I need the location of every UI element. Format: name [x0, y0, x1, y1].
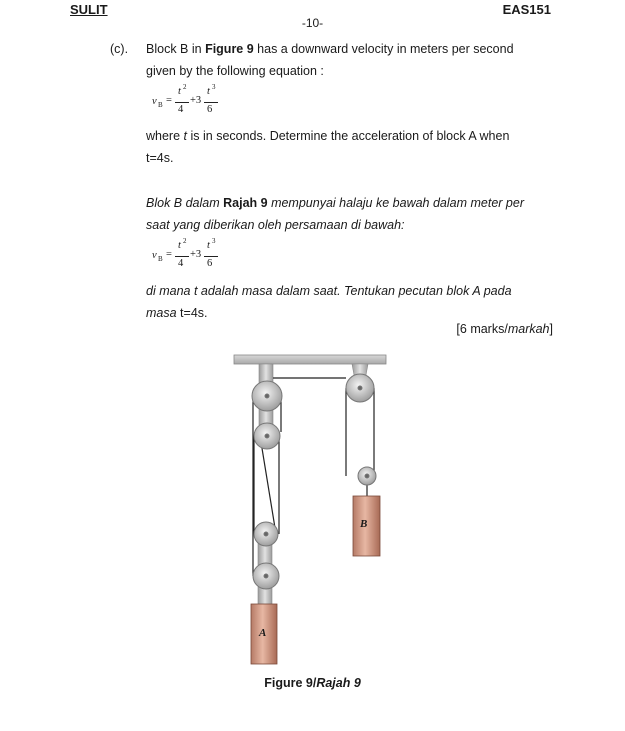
eq-den2: 6 [207, 258, 213, 269]
eq-den1: 4 [178, 104, 184, 115]
caption-text: Rajah 9 [316, 676, 361, 690]
eq-num1: t [178, 240, 181, 251]
eq-plus: +3 [190, 95, 202, 106]
english-text: is in seconds. Determine the acceleration of block A when [187, 129, 510, 143]
eq-equals: = [166, 95, 172, 106]
figure-ref: Rajah 9 [223, 196, 268, 210]
english-text: t=4s. [146, 151, 174, 165]
eq-v: v [152, 250, 157, 261]
block-b-label: B [360, 518, 368, 530]
malay-text: Blok B dalam [146, 196, 224, 210]
pulley-axle [265, 394, 269, 398]
eq-plus: +3 [190, 249, 202, 260]
marks-text: ] [549, 322, 553, 336]
eq-exp2: 3 [212, 237, 216, 245]
eq-num2: t [207, 86, 210, 97]
eq-den2: 6 [207, 104, 213, 115]
eq-v: v [152, 96, 157, 107]
figure-caption [0, 676, 625, 690]
eq-sub: B [158, 255, 163, 263]
english-text: Block B in [146, 42, 206, 56]
block-a-label: A [259, 627, 267, 639]
english-text: t [183, 129, 188, 143]
pulley-axle [365, 474, 369, 478]
malay-text: masa [146, 306, 181, 320]
eq-exp1: 2 [183, 83, 187, 91]
english-text: given by the following equation : [146, 64, 324, 78]
header-course-code: EAS151 [502, 2, 551, 17]
malay-text: mempunyai halaju ke bawah dalam meter per [267, 196, 524, 210]
malay-text: t=4s. [180, 306, 208, 320]
eq-num1: t [178, 86, 181, 97]
eq-exp2: 3 [212, 83, 216, 91]
ceiling-support [234, 355, 386, 364]
eq-sub: B [158, 101, 163, 109]
caption-text: Figure 9/ [264, 676, 317, 690]
eq-den1: 4 [178, 258, 184, 269]
marks-text: markah [507, 322, 550, 336]
malay-text: di mana t adalah masa dalam saat. Tentukan pecutan blok A pada [146, 284, 512, 298]
header-sulit: SULIT [70, 2, 108, 17]
eq-equals: = [166, 249, 172, 260]
english-text: where [146, 129, 184, 143]
pulley-axle [358, 386, 362, 390]
english-text: has a downward velocity in meters per second [253, 42, 514, 56]
figure-ref: Figure 9 [205, 42, 254, 56]
pulley-axle [264, 532, 268, 536]
marks-text: [6 marks/ [456, 322, 508, 336]
pulley-axle [265, 434, 269, 438]
malay-text: saat yang diberikan oleh persamaan di bawah: [146, 218, 405, 232]
question-number: (c). [110, 42, 129, 56]
page-number: -10- [301, 16, 324, 30]
pulley-axle [264, 574, 268, 578]
cord [260, 436, 276, 534]
eq-exp1: 2 [183, 237, 187, 245]
eq-num2: t [207, 240, 210, 251]
